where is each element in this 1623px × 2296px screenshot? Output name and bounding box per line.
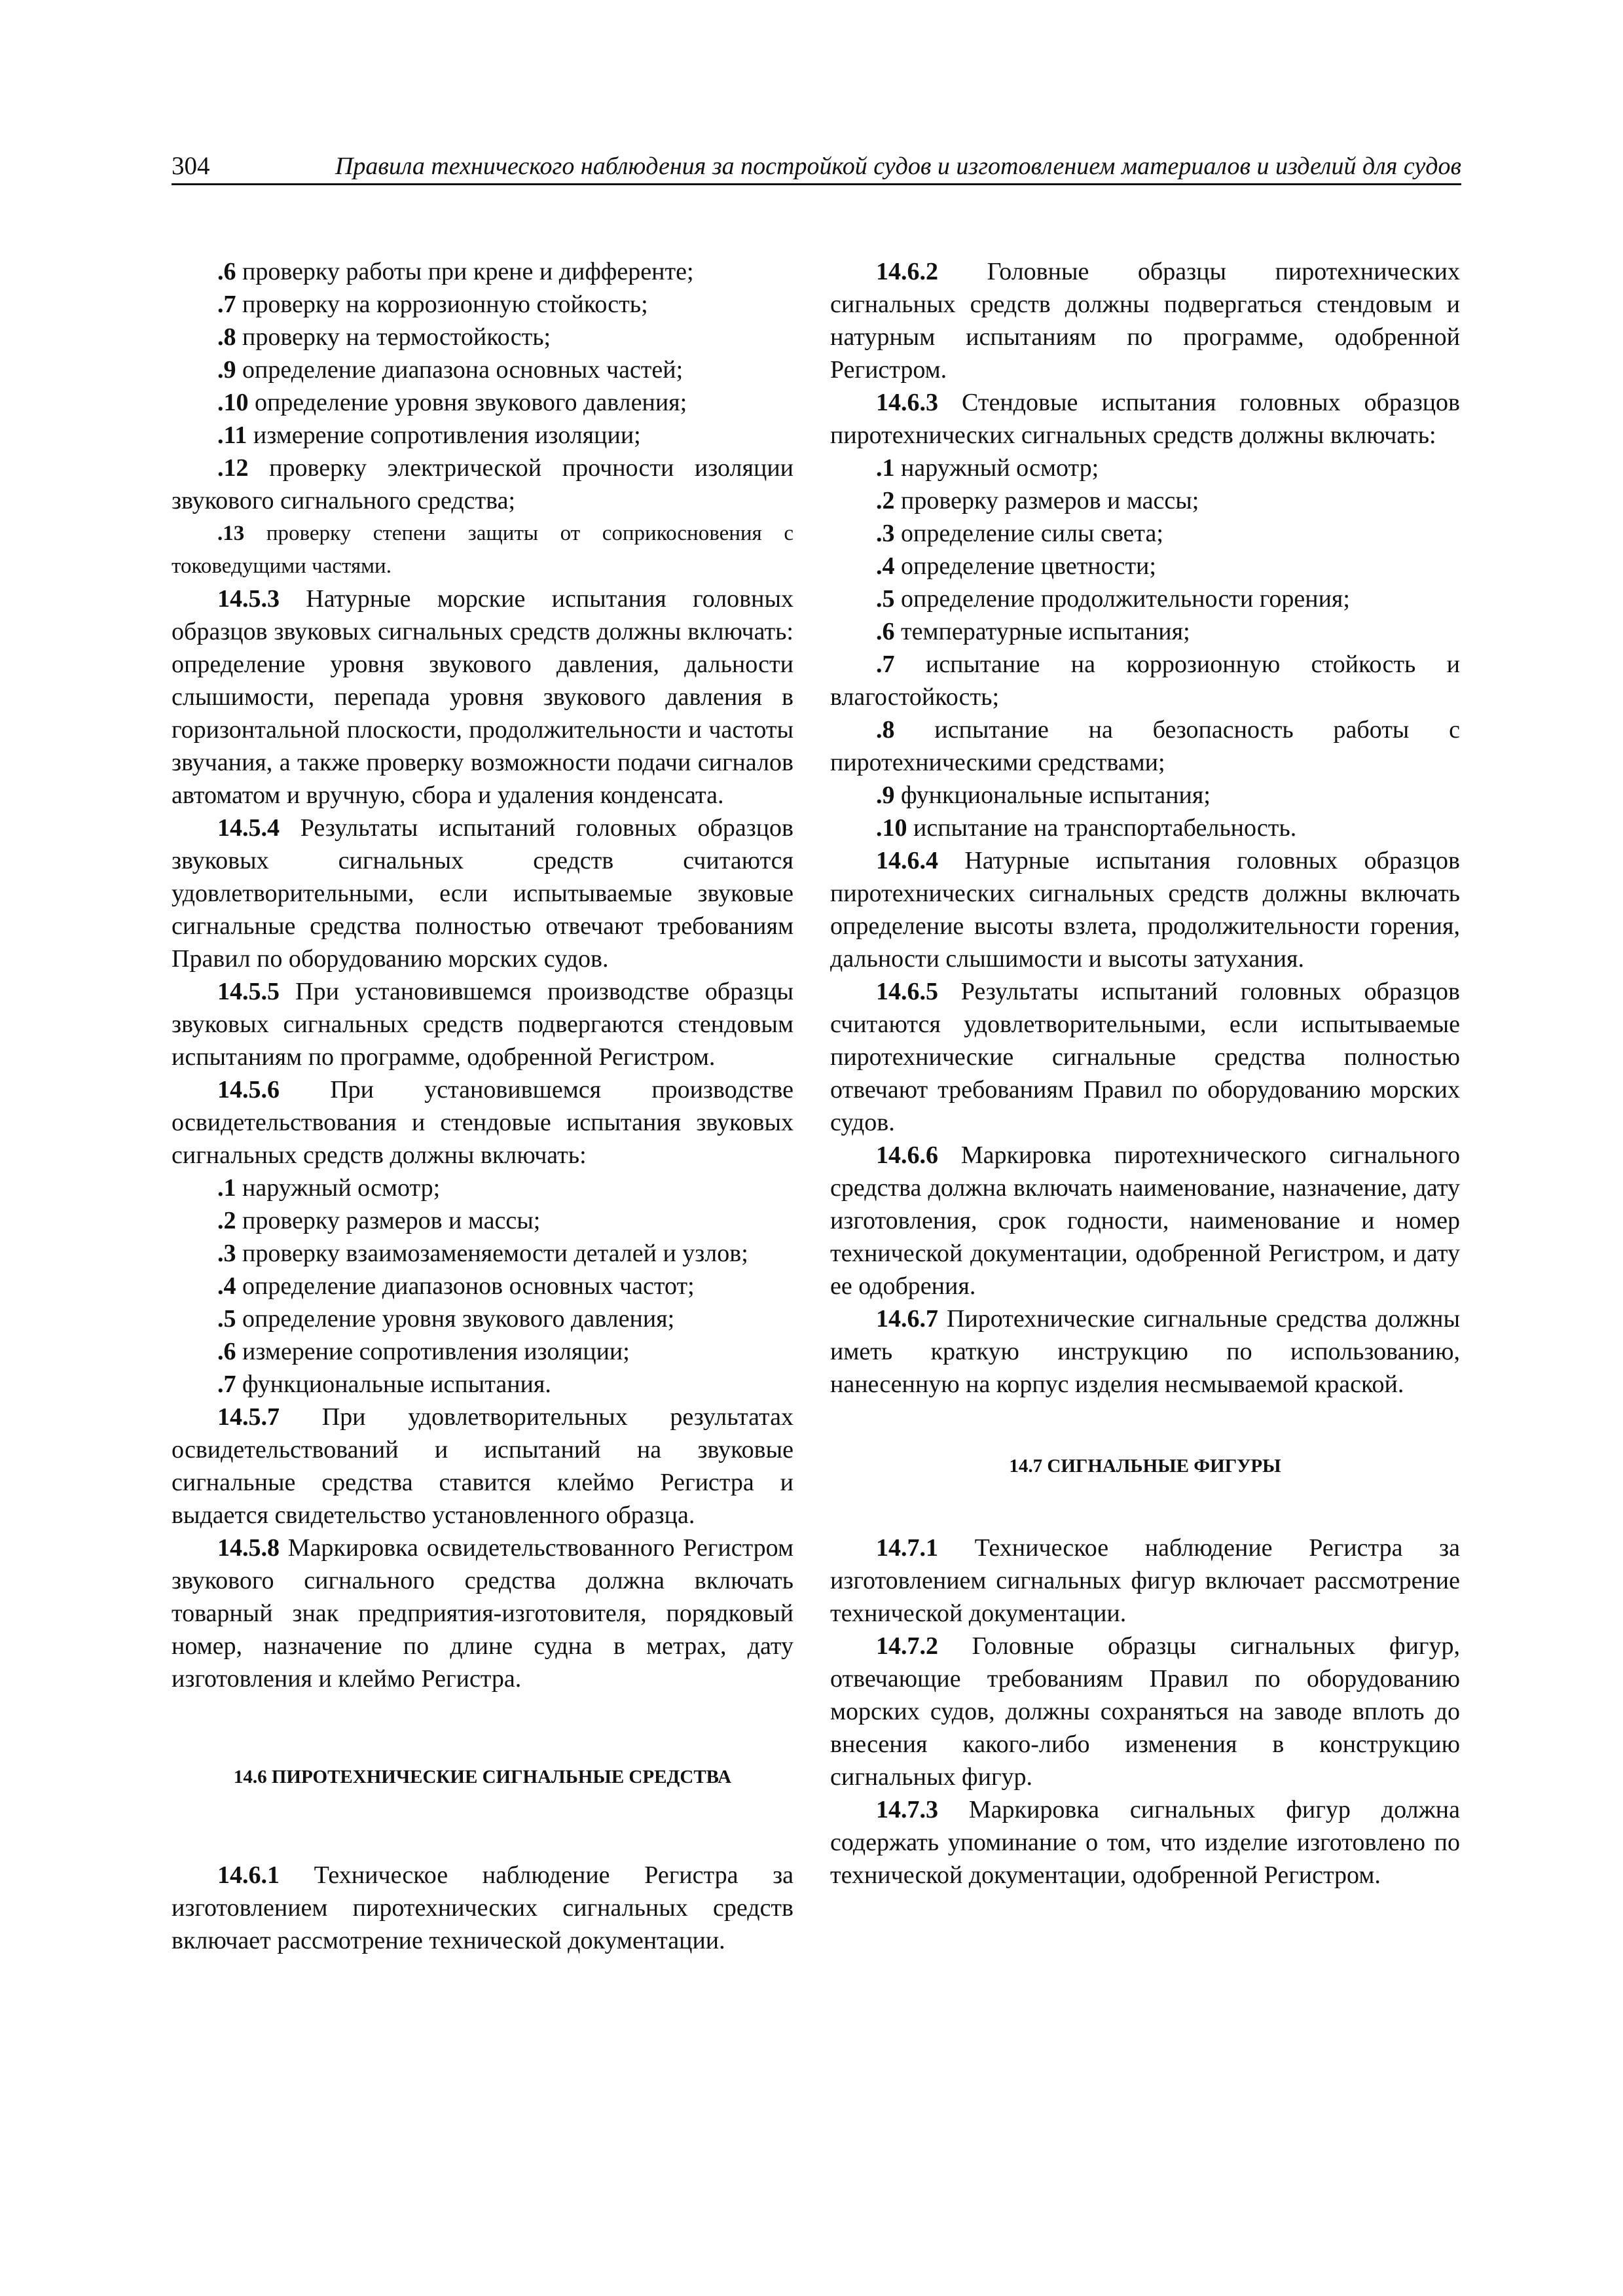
list-item: .3 проверку взаимозаменяемости деталей и узлов;: [217, 1240, 748, 1267]
paragraph: 14.6.1 Техническое наблюдение Регистра за изготовлением пиротехнических сигнальных средств включает рассмотрение технической документации.: [172, 1861, 793, 1954]
list-item: .6 температурные испытания;: [876, 618, 1190, 645]
paragraph: 14.6.4 Натурные испытания головных образцов пиротехнических сигнальных средств должны включать определение высоты взлета, продолжительности горения, дальности слышимости и высоты затухания.: [830, 847, 1460, 973]
list-item: .3 определение силы света;: [876, 520, 1163, 547]
list-item: .4 определение диапазонов основных частот;: [217, 1272, 695, 1300]
list-item: .8 проверку на термостойкость;: [217, 323, 551, 351]
paragraph: 14.5.3 Натурные морские испытания головных образцов звуковых сигнальных средств должны включать: определение уровня звукового давления, дальности слышимости, перепада уровня звукового давления в горизонтальной плоскости, продолжительности и частоты звучания, а также проверку возможности подачи сигналов автоматом и вручную, сбора и удаления конденсата.: [172, 585, 793, 809]
list-item: .6 измерение сопротивления изоляции;: [217, 1338, 630, 1365]
paragraph: 14.5.4 Результаты испытаний головных образцов звуковых сигнальных средств считаются удовлетворительными, если испытываемые звуковые сигнальные средства полностью отвечают требованиям Правил по оборудованию морских судов.: [172, 814, 793, 973]
paragraph: 14.5.6 При установившемся производстве освидетельствования и стендовые испытания звуковых сигнальных средств должны включать:: [172, 1076, 793, 1169]
list-item: .5 определение продолжительности горения;: [876, 585, 1350, 613]
list-item: .9 определение диапазона основных частей;: [217, 356, 684, 384]
list-item: .9 функциональные испытания;: [876, 781, 1211, 809]
list-item: .8 испытание на безопасность работы с пиротехническими средствами;: [830, 716, 1460, 776]
paragraph: 14.6.7 Пиротехнические сигнальные средства должны иметь краткую инструкцию по использованию, нанесенную на корпус изделия несмываемой краской.: [830, 1305, 1460, 1398]
left-column: [172, 255, 793, 1957]
paragraph: 14.5.8 Маркировка освидетельствованного Регистром звукового сигнального средства должна включать товарный знак предприятия-изготовителя, порядковый номер, назначение по длине судна в метрах, дату изготовления и клеймо Регистра.: [172, 1534, 793, 1693]
list-item: .10 определение уровня звукового давления;: [217, 389, 687, 416]
running-title: Правила технического наблюдения за постройкой судов и изготовлением материалов и изделий для судов: [335, 152, 1461, 180]
list-item: .10 испытание на транспортабельность.: [876, 814, 1297, 842]
section-heading: 14.7 СИГНАЛЬНЫЕ ФИГУРЫ: [1009, 1456, 1281, 1477]
paragraph: 14.7.2 Головные образцы сигнальных фигур, отвечающие требованиям Правил по оборудованию морских судов, должны сохраняться на заводе вплоть до внесения какого-либо изменения в конструкцию сигнальных фигур.: [830, 1632, 1460, 1791]
paragraph: 14.5.5 При установившемся производстве образцы звуковых сигнальных средств подвергаются стендовым испытаниям по программе, одобренной Регистром.: [172, 978, 793, 1071]
list-item: .7 функциональные испытания.: [217, 1371, 551, 1398]
list-item: .6 проверку работы при крене и дифференте;: [217, 258, 694, 285]
list-item: .1 наружный осмотр;: [876, 454, 1099, 482]
paragraph: 14.6.3 Стендовые испытания головных образцов пиротехнических сигнальных средств должны включать:: [830, 389, 1460, 449]
list-item: .11 измерение сопротивления изоляции;: [217, 422, 641, 449]
paragraph: 14.7.1 Техническое наблюдение Регистра за изготовлением сигнальных фигур включает рассмотрение технической документации.: [830, 1534, 1460, 1627]
page-number: 304: [172, 152, 210, 180]
section-heading: 14.6 ПИРОТЕХНИЧЕСКИЕ СИГНАЛЬНЫЕ СРЕДСТВА: [233, 1767, 732, 1787]
right-column: [830, 255, 1460, 1892]
page-header: [172, 147, 1461, 185]
list-item: .4 определение цветности;: [876, 552, 1156, 580]
list-item: .13 проверку степени защиты от соприкосновения с токоведущими частями.: [172, 522, 793, 578]
paragraph: 14.6.6 Маркировка пиротехнического сигнального средства должна включать наименование, назначение, дату изготовления, срок годности, наименование и номер технической документации, одобренной Регистром, и дату ее одобрения.: [830, 1141, 1460, 1300]
paragraph: 14.5.7 При удовлетворительных результатах освидетельствований и испытаний на звуковые сигнальные средства ставится клеймо Регистра и выдается свидетельство установленного образца.: [172, 1403, 793, 1529]
list-item: .1 наружный осмотр;: [217, 1174, 441, 1202]
list-item: .12 проверку электрической прочности изоляции звукового сигнального средства;: [172, 454, 793, 514]
paragraph: 14.6.5 Результаты испытаний головных образцов считаются удовлетворительными, если испытываемые пиротехнические сигнальные средства полностью отвечают требованиям Правил по оборудованию морских судов.: [830, 978, 1460, 1136]
list-item: .7 проверку на коррозионную стойкость;: [217, 291, 648, 318]
list-item: .2 проверку размеров и массы;: [217, 1207, 541, 1234]
paragraph: 14.7.3 Маркировка сигнальных фигур должна содержать упоминание о том, что изделие изготовлено по технической документации, одобренной Регистром.: [830, 1796, 1460, 1889]
list-item: .7 испытание на коррозионную стойкость и влагостойкость;: [830, 651, 1460, 711]
list-item: .2 проверку размеров и массы;: [876, 487, 1199, 514]
list-item: .5 определение уровня звукового давления;: [217, 1305, 675, 1333]
paragraph: 14.6.2 Головные образцы пиротехнических сигнальных средств должны подвергаться стендовым и натурным испытаниям по программе, одобренной Регистром.: [830, 258, 1460, 384]
